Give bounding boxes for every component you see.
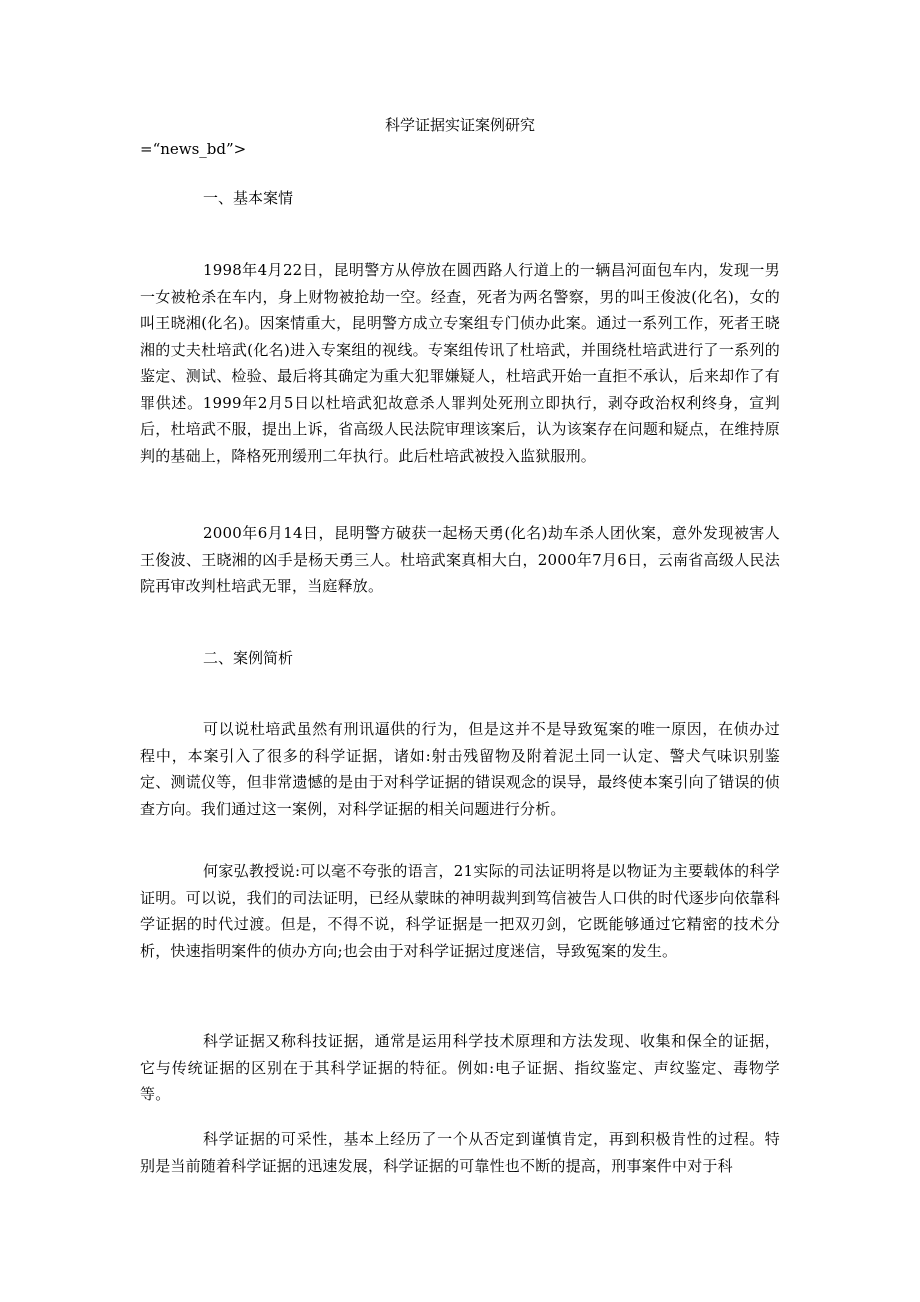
paragraph-professor-quote: 何家弘教授说:可以毫不夸张的语言，21实际的司法证明将是以物证为主要载体的科学证明。可以说，我们的司法证明，已经从蒙昧的神明裁判到笃信被告人口供的时代逐步向依靠科学证据的时代过渡。但是，不得不说，科学证据是一把双刃剑，它既能够通过它精密的技术分析，快速指明案件的侦办方向;也会由于对科学证据过度迷信，导致冤案的发生。: [140, 862, 780, 960]
document-title: 科学证据实证案例研究: [384, 116, 535, 134]
stray-markup-text: =“news_bd”>: [140, 140, 247, 158]
paragraph-scientific-evidence-definition: 科学证据又称科技证据，通常是运用科学技术原理和方法发现、收集和保全的证据，它与传统证据的区别在于其科学证据的特征。例如:电子证据、指纹鉴定、声纹鉴定、毒物学等。: [140, 1032, 780, 1103]
section-heading-basic-facts: 一、基本案情: [203, 189, 294, 207]
paragraph-analysis-intro: 可以说杜培武虽然有刑讯逼供的行为，但是这并不是导致冤案的唯一原因，在侦办过程中，本案引入了很多的科学证据，诸如:射击残留物及附着泥土同一认定、警犬气味识别鉴定、测谎仪等，但非常遗憾的是由于对科学证据的错误观念的误导，最终使本案引向了错误的侦查方向。我们通过这一案例，对科学证据的相关问题进行分析。: [140, 720, 780, 818]
paragraph-case-facts: 1998年4月22日，昆明警方从停放在圆西路人行道上的一辆昌河面包车内，发现一男一女被枪杀在车内，身上财物被抢劫一空。经查，死者为两名警察，男的叫王俊波(化名)，女的叫王晓湘(化名)。因案情重大，昆明警方成立专案组专门侦办此案。通过一系列工作，死者王晓湘的丈夫杜培武(化名)进入专案组的视线。专案组传讯了杜培武，并围绕杜培武进行了一系列的鉴定、测试、检验、最后将其确定为重大犯罪嫌疑人，杜培武开始一直拒不承认，后来却作了有罪供述。1999年2月5日以杜培武犯故意杀人罪判处死刑立即执行，剥夺政治权利终身，宣判后，杜培武不服，提出上诉，省高级人民法院审理该案后，认为该案存在问题和疑点，在维持原判的基础上，降格死刑缓刑二年执行。此后杜培武被投入监狱服刑。: [140, 261, 780, 465]
paragraph-admissibility: 科学证据的可采性，基本上经历了一个从否定到谨慎肯定，再到积极肯性的过程。特别是当前随着科学证据的迅速发展，科学证据的可靠性也不断的提高，刑事案件中对于科: [140, 1130, 780, 1175]
section-heading-analysis: 二、案例简析: [203, 649, 294, 667]
paragraph-case-resolution: 2000年6月14日，昆明警方破获一起杨天勇(化名)劫车杀人团伙案，意外发现被害人王俊波、王晓湘的凶手是杨天勇三人。杜培武案真相大白，2000年7月6日，云南省高级人民法院再审改判杜培武无罪，当庭释放。: [140, 524, 780, 595]
